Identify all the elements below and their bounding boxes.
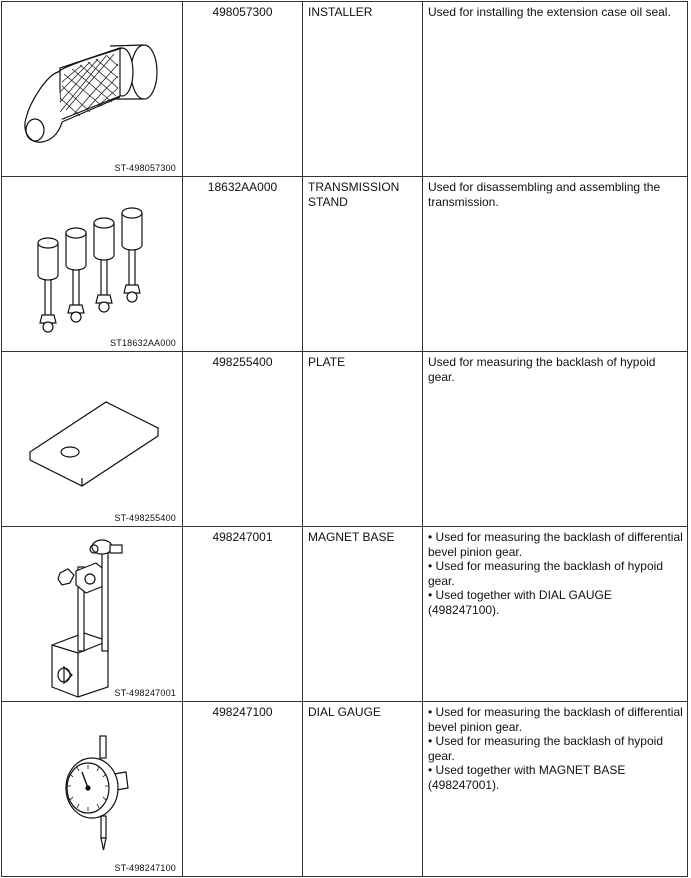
- table-row: [2, 177, 688, 352]
- tool-description-cell: [423, 702, 688, 877]
- tool-caption: ST-498057300: [114, 162, 176, 173]
- description-bullet: • Used for measuring the backlash of differential bevel pinion gear.: [428, 530, 683, 559]
- tool-number: 498247100: [212, 705, 273, 719]
- tool-number: 18632AA000: [207, 180, 278, 194]
- tool-caption: ST18632AA000: [110, 337, 176, 348]
- tool-number-cell: [183, 352, 303, 527]
- tool-name-cell: [303, 527, 423, 702]
- tool-illustration-cell: [2, 527, 183, 702]
- tool-illustration-cell: [2, 177, 183, 352]
- tool-name: INSTALLER: [308, 5, 373, 19]
- description-bullet: • Used for measuring the backlash of hypoid gear.: [428, 734, 663, 763]
- tool-name: DIAL GAUGE: [308, 705, 381, 719]
- description-bullet: • Used together with MAGNET BASE (498247001).: [428, 763, 626, 792]
- tool-name: TRANSMISSION STAND: [308, 180, 400, 209]
- tool-name-cell: [303, 177, 423, 352]
- description-bullet: • Used together with DIAL GAUGE (498247100).: [428, 588, 612, 617]
- description-bullet: • Used for measuring the backlash of differential bevel pinion gear.: [428, 705, 683, 734]
- transmission-stand-drawing: [2, 177, 182, 352]
- special-tools-table: [1, 1, 688, 877]
- tool-caption: ST-498247001: [114, 687, 176, 698]
- tool-description-bullets: [423, 527, 687, 617]
- table-row: [2, 352, 688, 527]
- tool-number: 498057300: [212, 5, 273, 19]
- tool-name-cell: [303, 352, 423, 527]
- tool-illustration-cell: [2, 352, 183, 527]
- plate-drawing: [2, 352, 182, 527]
- tool-description: Used for measuring the backlash of hypoid gear.: [428, 355, 656, 384]
- magnet-base-drawing: [2, 527, 182, 702]
- tool-description-cell: [423, 2, 688, 177]
- tool-number: 498255400: [212, 355, 273, 369]
- tool-description: Used for disassembling and assembling the transmission.: [428, 180, 661, 209]
- table-row: [2, 2, 688, 177]
- tool-number-cell: [183, 527, 303, 702]
- description-bullet: • Used for measuring the backlash of hypoid gear.: [428, 559, 663, 588]
- tool-description-cell: [423, 527, 688, 702]
- tool-number-cell: [183, 2, 303, 177]
- tool-name-cell: [303, 2, 423, 177]
- tool-number-cell: [183, 702, 303, 877]
- tool-number-cell: [183, 177, 303, 352]
- tool-description: Used for installing the extension case oil seal.: [428, 5, 671, 19]
- tool-caption: ST-498247100: [114, 862, 176, 873]
- dial-gauge-drawing: [2, 702, 182, 877]
- tool-description-cell: [423, 352, 688, 527]
- installer-drawing: [2, 2, 182, 177]
- table-row: [2, 527, 688, 702]
- tool-name: MAGNET BASE: [308, 530, 395, 544]
- tool-description-cell: [423, 177, 688, 352]
- tool-name-cell: [303, 702, 423, 877]
- tool-name: PLATE: [308, 355, 346, 369]
- tool-description-bullets: [423, 702, 687, 792]
- tool-illustration-cell: [2, 702, 183, 877]
- tool-illustration-cell: [2, 2, 183, 177]
- table-row: [2, 702, 688, 877]
- tool-number: 498247001: [212, 530, 273, 544]
- tool-caption: ST-498255400: [114, 512, 176, 523]
